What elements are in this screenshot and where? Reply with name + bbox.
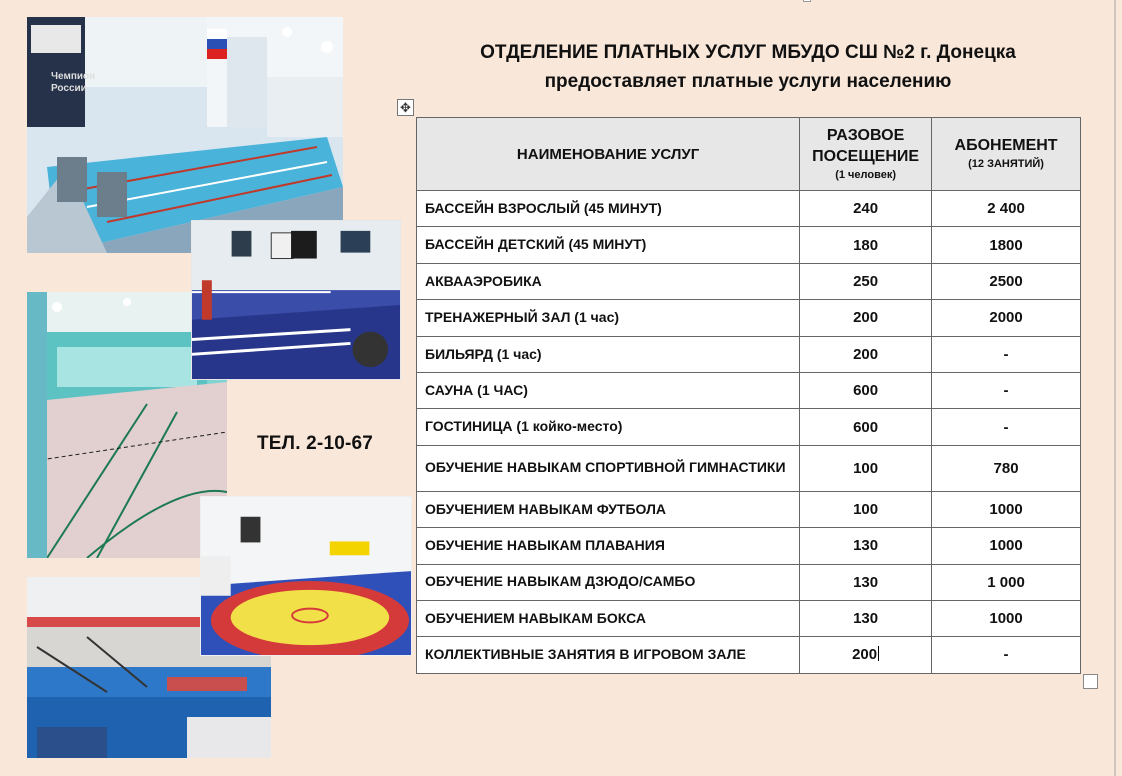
single-price[interactable]: 600 — [800, 372, 932, 408]
subscription-price[interactable]: 1000 — [932, 600, 1081, 636]
single-price[interactable]: 130 — [800, 528, 932, 564]
subscription-price[interactable]: 1800 — [932, 227, 1081, 263]
price-table — [416, 117, 1081, 674]
single-price[interactable]: 180 — [800, 227, 932, 263]
boxing-ring-photo — [191, 220, 401, 380]
single-price[interactable]: 600 — [800, 409, 932, 445]
service-name[interactable]: КОЛЛЕКТИВНЫЕ ЗАНЯТИЯ В ИГРОВОМ ЗАЛЕ — [417, 637, 800, 673]
table-row — [417, 300, 1081, 336]
table-move-handle-icon[interactable]: ✥ — [397, 99, 414, 116]
subscription-price[interactable]: - — [932, 372, 1081, 408]
title-line-1: ОТДЕЛЕНИЕ ПЛАТНЫХ УСЛУГ МБУДО СШ №2 г. Донецка — [480, 42, 1016, 63]
table-row — [417, 372, 1081, 408]
single-price[interactable]: 200 — [800, 336, 932, 372]
subscription-price[interactable]: - — [932, 336, 1081, 372]
service-name[interactable]: БАССЕЙН ВЗРОСЛЫЙ (45 МИНУТ) — [417, 191, 800, 227]
page-top-marker — [803, 0, 811, 2]
subscription-price[interactable]: - — [932, 637, 1081, 673]
subscription-price[interactable]: 2500 — [932, 263, 1081, 299]
single-price[interactable]: 130 — [800, 600, 932, 636]
header-single-visit-label: РАЗОВОЕ ПОСЕЩЕНИЕ — [812, 127, 920, 165]
subscription-price[interactable]: 1 000 — [932, 564, 1081, 600]
pool-banner-text-2: России — [51, 83, 87, 94]
header-service-name: НАИМЕНОВАНИЕ УСЛУГ — [417, 118, 800, 191]
single-price-value: 200 — [852, 646, 878, 664]
subscription-price[interactable]: 1000 — [932, 491, 1081, 527]
service-name[interactable]: ТРЕНАЖЕРНЫЙ ЗАЛ (1 час) — [417, 300, 800, 336]
table-row — [417, 600, 1081, 636]
title-line-2: предоставляет платные услуги населению — [544, 71, 952, 93]
service-name[interactable]: САУНА (1 ЧАС) — [417, 372, 800, 408]
single-price[interactable]: 200 — [800, 300, 932, 336]
pool-photo — [27, 17, 343, 253]
subscription-price[interactable]: - — [932, 409, 1081, 445]
service-name[interactable]: БАССЕЙН ДЕТСКИЙ (45 МИНУТ) — [417, 227, 800, 263]
table-row — [417, 409, 1081, 445]
single-price[interactable]: 240 — [800, 191, 932, 227]
table-row — [417, 336, 1081, 372]
service-name[interactable]: ОБУЧЕНИЕ НАВЫКАМ ПЛАВАНИЯ — [417, 528, 800, 564]
subscription-price[interactable]: 780 — [932, 445, 1081, 491]
table-row — [417, 445, 1081, 491]
pool-banner-text-1: Чемпион — [51, 71, 96, 82]
header-subscription-label: АБОНЕМЕНТ — [954, 137, 1058, 155]
text-cursor — [878, 646, 879, 661]
table-row — [417, 564, 1081, 600]
page-title — [418, 38, 1078, 97]
header-subscription-note: (12 ЗАНЯТИЙ) — [968, 158, 1044, 171]
table-row — [417, 528, 1081, 564]
service-name[interactable]: ОБУЧЕНИЕ НАВЫКАМ СПОРТИВНОЙ ГИМНАСТИКИ — [417, 445, 800, 491]
subscription-price[interactable]: 1000 — [932, 528, 1081, 564]
table-row — [417, 263, 1081, 299]
table-row — [417, 227, 1081, 263]
service-name[interactable]: БИЛЬЯРД (1 час) — [417, 336, 800, 372]
table-row — [417, 491, 1081, 527]
header-subscription — [932, 118, 1081, 191]
single-price[interactable] — [800, 637, 932, 673]
service-name[interactable]: ОБУЧЕНИЕ НАВЫКАМ ДЗЮДО/САМБО — [417, 564, 800, 600]
header-single-visit-note: (1 человек) — [835, 168, 897, 181]
single-price[interactable]: 130 — [800, 564, 932, 600]
table-resize-handle[interactable] — [1083, 674, 1098, 689]
subscription-price[interactable]: 2 400 — [932, 191, 1081, 227]
single-price[interactable]: 100 — [800, 445, 932, 491]
service-name[interactable]: ОБУЧЕНИЕМ НАВЫКАМ ФУТБОЛА — [417, 491, 800, 527]
phone-number: ТЕЛ. 2-10-67 — [257, 433, 374, 454]
table-row — [417, 637, 1081, 673]
table-header-row — [417, 118, 1081, 191]
subscription-price[interactable]: 2000 — [932, 300, 1081, 336]
header-single-visit — [800, 118, 932, 191]
page-edge — [1114, 0, 1116, 776]
service-name[interactable]: ОБУЧЕНИЕМ НАВЫКАМ БОКСА — [417, 600, 800, 636]
service-name[interactable]: АКВААЭРОБИКА — [417, 263, 800, 299]
single-price[interactable]: 100 — [800, 491, 932, 527]
single-price[interactable]: 250 — [800, 263, 932, 299]
wrestling-mat-photo — [200, 496, 412, 656]
table-row — [417, 191, 1081, 227]
service-name[interactable]: ГОСТИНИЦА (1 койко-место) — [417, 409, 800, 445]
